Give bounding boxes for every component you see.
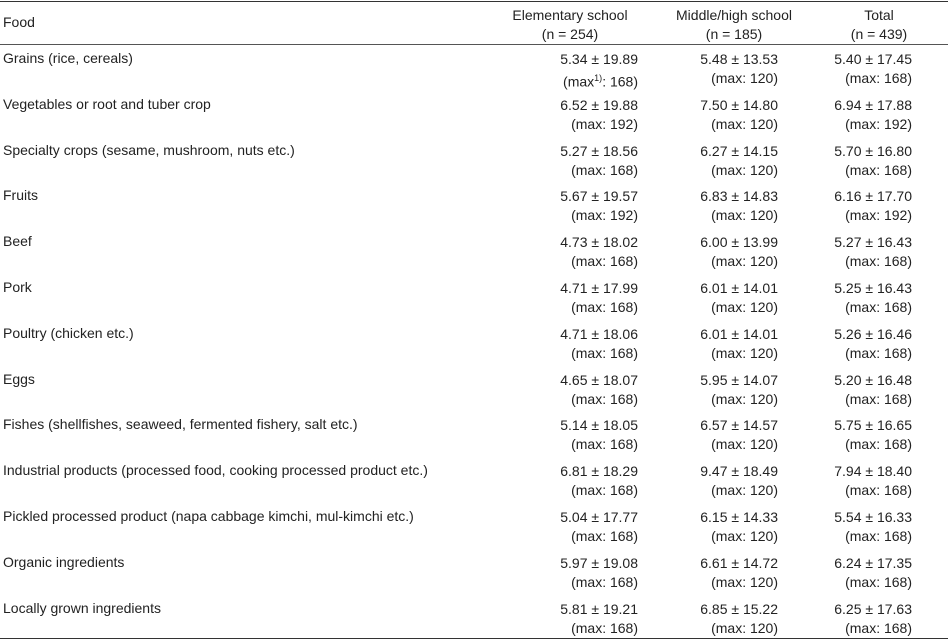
value-cell-c1 <box>560 600 638 638</box>
value-cell-c3 <box>834 233 912 271</box>
value-cell-c2 <box>700 233 778 271</box>
table-row <box>0 552 948 598</box>
food-label: Specialty crops (sesame, mushroom, nuts etc.) <box>3 141 295 158</box>
mean-sd-value: 4.71 ± 18.06 <box>560 325 638 342</box>
header-middle-high <box>650 6 818 44</box>
max-value: (max: 120) <box>711 115 778 132</box>
table-header <box>0 4 948 44</box>
table-row <box>0 369 948 415</box>
value-cell-c1 <box>560 325 638 363</box>
value-cell-c1 <box>560 233 638 271</box>
value-cell-c2 <box>700 554 778 592</box>
mean-sd-value: 5.40 ± 17.45 <box>834 51 912 67</box>
value-cell-c2 <box>700 416 778 454</box>
mean-sd-value: 6.24 ± 17.35 <box>834 554 912 571</box>
max-value: (max: 168) <box>571 527 638 544</box>
mean-sd-value: 5.48 ± 13.53 <box>700 51 778 67</box>
table-row <box>0 140 948 186</box>
value-cell-c3 <box>834 371 912 409</box>
mean-sd-value: 5.75 ± 16.65 <box>834 417 912 434</box>
mean-sd-value: 6.01 ± 14.01 <box>700 279 778 296</box>
value-cell-c2 <box>700 96 778 134</box>
max-value: (max: 120) <box>711 253 778 270</box>
value-cell-c3 <box>834 142 912 180</box>
table-row <box>0 277 948 323</box>
food-label: Organic ingredients <box>3 553 125 570</box>
table-row <box>0 506 948 552</box>
food-label: Grains (rice, cereals) <box>3 50 133 66</box>
table-body <box>0 48 948 643</box>
header-elementary-name: Elementary school <box>512 7 628 23</box>
max-value: (max: 120) <box>711 390 778 407</box>
max-value: (max: 168) <box>845 527 912 544</box>
max-value: (max: 168) <box>571 619 638 636</box>
max-value: (max: 168) <box>845 253 912 270</box>
max-value: (max: 168) <box>571 436 638 453</box>
value-cell-c2 <box>700 325 778 363</box>
mean-sd-value: 5.81 ± 19.21 <box>560 600 638 617</box>
value-cell-c1 <box>560 554 638 592</box>
value-cell-c1 <box>560 187 638 225</box>
value-cell-c3 <box>834 462 912 500</box>
max-value: (max: 168) <box>571 390 638 407</box>
mean-sd-value: 5.34 ± 19.89 <box>560 51 638 67</box>
table-row <box>0 94 948 140</box>
max-value: (max: 120) <box>711 482 778 499</box>
mean-sd-value: 5.26 ± 16.46 <box>834 325 912 342</box>
mean-sd-value: 5.27 ± 18.56 <box>560 142 638 159</box>
table-top-rule <box>0 1 948 2</box>
max-value: (max: 192) <box>571 115 638 132</box>
mean-sd-value: 6.83 ± 14.83 <box>700 188 778 205</box>
food-label: Eggs <box>3 370 35 387</box>
value-cell-c3 <box>834 508 912 546</box>
value-cell-c1 <box>560 279 638 317</box>
food-label: Pork <box>3 278 32 295</box>
mean-sd-value: 6.15 ± 14.33 <box>700 508 778 525</box>
mean-sd-value: 6.01 ± 14.01 <box>700 325 778 342</box>
value-cell-c3 <box>834 416 912 454</box>
value-cell-c1 <box>560 371 638 409</box>
max-value: (max: 168) <box>845 161 912 178</box>
max-value: (max: 168) <box>845 482 912 499</box>
max-value: (max: 168) <box>845 436 912 453</box>
max-value: (max: 120) <box>711 298 778 315</box>
value-cell-c1 <box>560 50 638 92</box>
max-value: (max: 120) <box>711 70 778 86</box>
food-label: Beef <box>3 233 32 250</box>
mean-sd-value: 6.81 ± 18.29 <box>560 463 638 480</box>
mean-sd-value: 5.70 ± 16.80 <box>834 142 912 159</box>
max-value: (max: 120) <box>711 573 778 590</box>
table-row <box>0 460 948 506</box>
mean-sd-value: 7.50 ± 14.80 <box>700 96 778 113</box>
value-cell-c3 <box>834 50 912 88</box>
mean-sd-value: 6.61 ± 14.72 <box>700 554 778 571</box>
mean-sd-value: 4.73 ± 18.02 <box>560 234 638 251</box>
max-value: (max: 120) <box>711 527 778 544</box>
value-cell-c2 <box>700 50 778 88</box>
header-total-n: (n = 439) <box>850 26 908 42</box>
mean-sd-value: 9.47 ± 18.49 <box>700 463 778 480</box>
max-value: (max: 168) <box>571 161 638 178</box>
table-row <box>0 185 948 231</box>
max-value: (max: 168) <box>845 344 912 361</box>
mean-sd-value: 5.95 ± 14.07 <box>700 371 778 388</box>
mean-sd-value: 5.27 ± 16.43 <box>834 234 912 251</box>
max-value: (max: 168) <box>571 482 638 499</box>
value-cell-c2 <box>700 187 778 225</box>
header-elementary <box>490 6 650 44</box>
table-row <box>0 323 948 369</box>
header-middle-high-name: Middle/high school <box>676 7 792 23</box>
max-value: (max: 168) <box>571 253 638 270</box>
table-row <box>0 231 948 277</box>
header-total <box>818 6 940 44</box>
food-label: Poultry (chicken etc.) <box>3 324 134 341</box>
mean-sd-value: 5.97 ± 19.08 <box>560 554 638 571</box>
mean-sd-value: 6.25 ± 17.63 <box>834 600 912 617</box>
max-value: (max: 192) <box>571 207 638 224</box>
mean-sd-value: 6.00 ± 13.99 <box>700 234 778 251</box>
mean-sd-value: 6.16 ± 17.70 <box>834 188 912 205</box>
max-value: (max: 168) <box>845 573 912 590</box>
food-label: Pickled processed product (napa cabbage kimchi, mul-kimchi etc.) <box>3 507 414 524</box>
value-cell-c1 <box>560 416 638 454</box>
value-cell-c3 <box>834 600 912 638</box>
header-total-name: Total <box>864 7 894 23</box>
table-bottom-rule <box>0 638 948 639</box>
food-label: Vegetables or root and tuber crop <box>3 95 211 112</box>
mean-sd-value: 6.57 ± 14.57 <box>700 417 778 434</box>
max-value: (max: 168) <box>845 390 912 407</box>
food-label: Locally grown ingredients <box>3 599 161 616</box>
food-label: Fruits <box>3 187 38 204</box>
max-value: (max: 168) <box>845 298 912 315</box>
mean-sd-value: 5.25 ± 16.43 <box>834 279 912 296</box>
value-cell-c1 <box>560 96 638 134</box>
max-value: ($\max^{1)}$: 168) <box>563 73 638 90</box>
mean-sd-value: 6.27 ± 14.15 <box>700 142 778 159</box>
mean-sd-value: 7.94 ± 18.40 <box>834 463 912 480</box>
table-row <box>0 48 948 94</box>
header-middle-high-n: (n = 185) <box>705 26 763 42</box>
table-row <box>0 414 948 460</box>
value-cell-c2 <box>700 279 778 317</box>
mean-sd-value: 5.67 ± 19.57 <box>560 188 638 205</box>
max-value: (max: 168) <box>845 619 912 636</box>
max-value: (max: 120) <box>711 161 778 178</box>
max-value: (max: 168) <box>845 70 912 86</box>
header-elementary-n: (n = 254) <box>541 26 599 42</box>
header-food: Food <box>3 14 35 30</box>
mean-sd-value: 5.04 ± 17.77 <box>560 508 638 525</box>
max-value: (max: 192) <box>845 207 912 224</box>
value-cell-c2 <box>700 371 778 409</box>
max-value: (max: 120) <box>711 436 778 453</box>
mean-sd-value: 6.52 ± 19.88 <box>560 96 638 113</box>
value-cell-c2 <box>700 508 778 546</box>
max-value: (max: 168) <box>571 573 638 590</box>
max-value: (max: 120) <box>711 344 778 361</box>
table-row <box>0 598 948 643</box>
value-cell-c3 <box>834 325 912 363</box>
max-value: (max: 192) <box>845 115 912 132</box>
mean-sd-value: 4.71 ± 17.99 <box>560 279 638 296</box>
value-cell-c3 <box>834 187 912 225</box>
value-cell-c2 <box>700 600 778 638</box>
header-rule <box>0 44 948 45</box>
value-cell-c1 <box>560 462 638 500</box>
mean-sd-value: 6.85 ± 15.22 <box>700 600 778 617</box>
mean-sd-value: 5.14 ± 18.05 <box>560 417 638 434</box>
max-value: (max: 120) <box>711 619 778 636</box>
mean-sd-value: 4.65 ± 18.07 <box>560 371 638 388</box>
value-cell-c1 <box>560 508 638 546</box>
max-value: (max: 168) <box>571 344 638 361</box>
footnote-marker: 1) <box>594 73 603 83</box>
value-cell-c2 <box>700 462 778 500</box>
value-cell-c3 <box>834 279 912 317</box>
max-value: (max: 168) <box>571 298 638 315</box>
mean-sd-value: 5.54 ± 16.33 <box>834 508 912 525</box>
value-cell-c3 <box>834 96 912 134</box>
mean-sd-value: 5.20 ± 16.48 <box>834 371 912 388</box>
value-cell-c3 <box>834 554 912 592</box>
value-cell-c2 <box>700 142 778 180</box>
value-cell-c1 <box>560 142 638 180</box>
max-value: (max: 120) <box>711 207 778 224</box>
mean-sd-value: 6.94 ± 17.88 <box>834 96 912 113</box>
food-label: Fishes (shellfishes, seaweed, fermented fishery, salt etc.) <box>3 416 358 433</box>
food-label: Industrial products (processed food, cooking processed product etc.) <box>3 462 428 479</box>
